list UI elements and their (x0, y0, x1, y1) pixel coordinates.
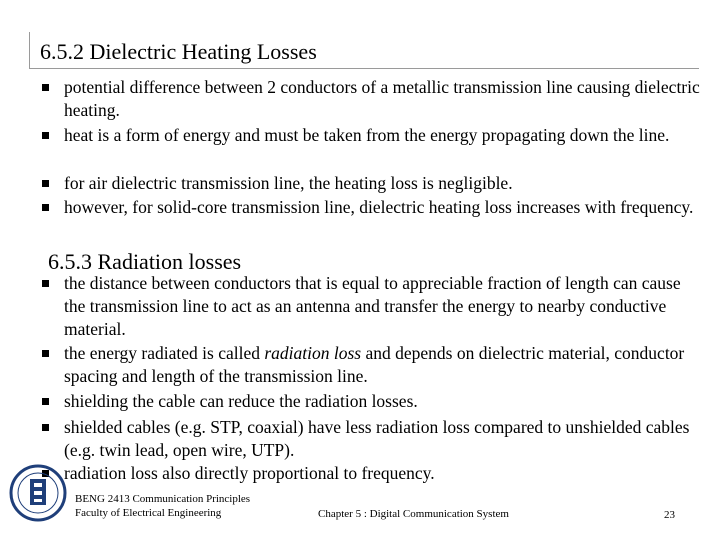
bullet-item (64, 172, 704, 195)
square-bullet-icon (42, 398, 49, 405)
footer-course: BENG 2413 Communication Principles (75, 493, 251, 505)
page-number: 23 (664, 509, 675, 521)
slide-title: 6.5.2 Dielectric Heating Losses (40, 39, 317, 64)
bullet-text: shielding the cable can reduce the radiation losses. (64, 391, 418, 411)
bullet-item (64, 196, 704, 219)
bullet-item (64, 390, 704, 413)
bullet-item (64, 124, 704, 147)
bullet-text: for air dielectric transmission line, the heating loss is negligible. (64, 173, 513, 193)
emphasis-term: radiation loss (264, 343, 362, 363)
square-bullet-icon (42, 204, 49, 211)
bullet-text: radiation loss also directly proportional to frequency. (64, 463, 435, 483)
bullet-text: the distance between conductors that is equal to appreciable fraction of length can cause the transmission line to act as an antenna and transfer the energy to nearby conductive material. (64, 273, 681, 340)
bullet-item (64, 76, 704, 122)
square-bullet-icon (42, 280, 49, 287)
square-bullet-icon (42, 132, 49, 139)
bullet-text-after: and depends on dielectric material, conductor spacing and length of the transmission line. (64, 343, 685, 387)
title-frame-rule (29, 68, 699, 69)
bullet-text: shielded cables (e.g. STP, coaxial) have less radiation loss compared to unshielded cables (e.g. twin lead, open wire, UTP). (64, 417, 690, 461)
bullet-text: potential difference between 2 conductors of a metallic transmission line causing dielectric heating. (64, 77, 700, 121)
square-bullet-icon (42, 180, 49, 187)
bullet-item (64, 416, 704, 462)
footer-faculty: Faculty of Electrical Engineering (75, 507, 222, 519)
bullet-text-before: the energy radiated is called (64, 343, 265, 363)
square-bullet-icon (42, 84, 49, 91)
university-logo-icon (8, 463, 68, 523)
bullet-text: heat is a form of energy and must be taken from the energy propagating down the line. (64, 125, 670, 145)
bullet-item (64, 462, 704, 485)
footer-chapter: Chapter 5 : Digital Communication System (318, 508, 509, 520)
square-bullet-icon (42, 424, 49, 431)
bullet-item (64, 342, 704, 388)
section-title-radiation: 6.5.3 Radiation losses (48, 249, 242, 274)
title-frame-left (29, 32, 30, 68)
bullet-text: however, for solid-core transmission line, dielectric heating loss increases with frequency. (64, 197, 694, 217)
square-bullet-icon (42, 350, 49, 357)
bullet-item (64, 272, 704, 342)
footer-course-info (75, 492, 250, 520)
